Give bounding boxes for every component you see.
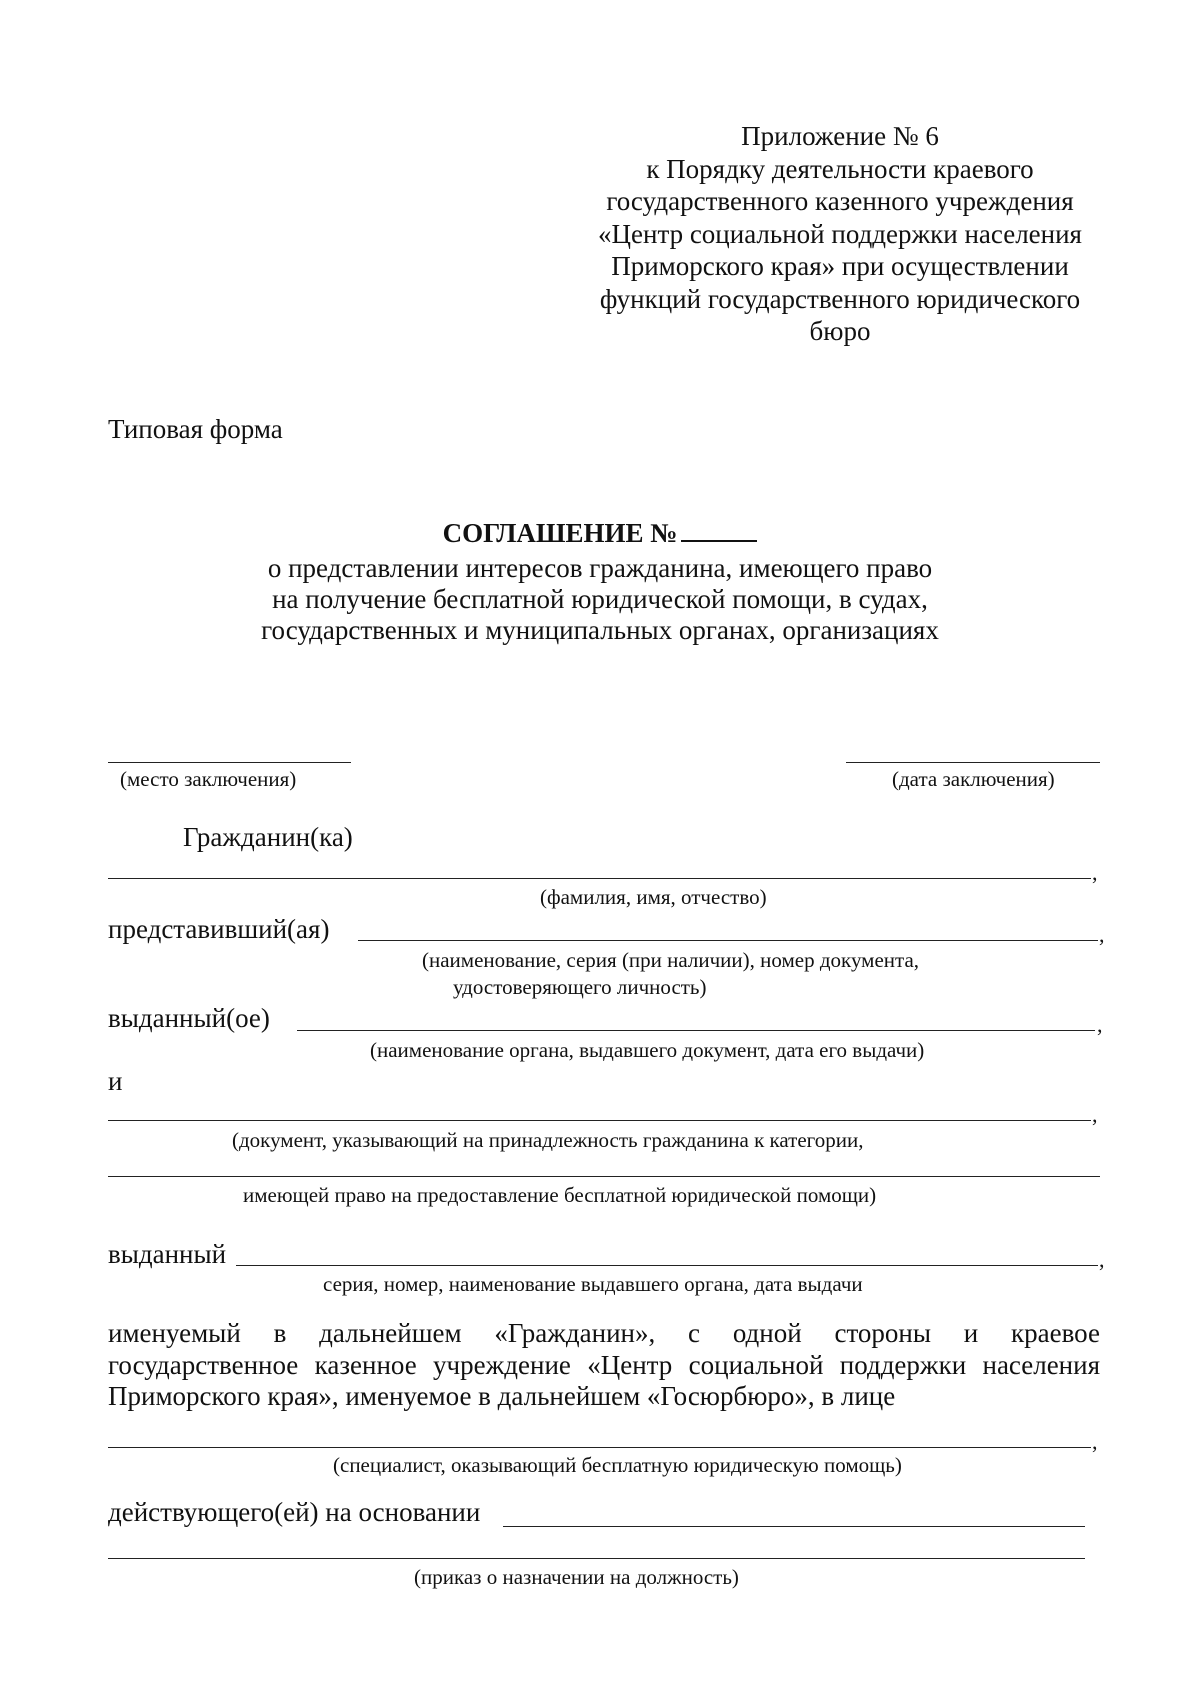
date-caption: (дата заключения) [892,767,1055,791]
and-label: и [108,1066,123,1096]
citizen-label: Гражданин(ка) [183,822,353,852]
comma: , [1097,1012,1103,1037]
issued2-field[interactable] [236,1265,1098,1266]
document-caption: удостоверяющего личность) [453,975,707,999]
document-caption: (наименование, серия (при наличии), номер документа, [422,948,920,972]
comma: , [1099,1247,1105,1272]
citizen-fio-field[interactable] [108,878,1091,879]
place-caption: (место заключения) [120,767,297,791]
presented-document-field[interactable] [358,940,1098,941]
specialist-field[interactable] [108,1447,1091,1448]
paragraph-line: государственное казенное учреждение «Центр социальной поддержки населения [108,1349,1100,1380]
agreement-subtitle [150,553,1050,646]
paragraph-line: именуемый в дальнейшем «Гражданин», с одной стороны и краевое [108,1318,1100,1348]
basis-field-2[interactable] [108,1558,1085,1559]
appendix-line: «Центр социальной поддержки населения [598,218,1082,249]
appendix-line: Приложение № 6 [741,121,939,151]
issuer-field[interactable] [297,1030,1095,1031]
specialist-caption: (специалист, оказывающий бесплатную юридическую помощь) [333,1453,902,1477]
basis-field[interactable] [503,1526,1085,1527]
subtitle-line: на получение бесплатной юридической помощи, в судах, [272,584,928,614]
category-document-field[interactable] [108,1120,1091,1121]
fio-caption: (фамилия, имя, отчество) [540,885,767,909]
form-type-label: Типовая форма [108,414,283,444]
order-caption: (приказ о назначении на должность) [414,1565,739,1589]
issued2-label: выданный [108,1239,227,1269]
presented-label: представивший(ая) [108,914,330,944]
category-caption: имеющей право на предоставление бесплатной юридической помощи) [243,1183,877,1207]
basis-label: действующего(ей) на основании [108,1497,481,1527]
agreement-number-field[interactable] [681,520,757,542]
comma: , [1092,860,1098,885]
appendix-line: Приморского края» при осуществлении [611,251,1069,281]
appendix-line: государственного казенного учреждения [606,186,1074,216]
main-paragraph [108,1318,1100,1413]
agreement-title-text: СОГЛАШЕНИЕ № [442,518,678,548]
category-document-field-2[interactable] [108,1176,1100,1177]
subtitle-line: о представлении интересов гражданина, имеющего право [267,553,933,583]
paragraph-line: Приморского края», именуемое в дальнейшем «Госюрбюро», в лице [108,1381,896,1411]
place-field[interactable] [108,762,351,763]
issued-label: выданный(ое) [108,1003,270,1033]
comma: , [1092,1429,1098,1454]
appendix-line: к Порядку деятельности краевого [646,153,1034,184]
agreement-title [150,518,1050,549]
appendix-line: функций государственного юридического [599,283,1081,314]
issuer-caption: (наименование органа, выдавшего документ, дата его выдачи) [370,1038,925,1062]
comma: , [1099,922,1105,947]
appendix-header [560,120,1120,348]
appendix-line: бюро [809,316,871,346]
category-caption: (документ, указывающий на принадлежность гражданина к категории, [232,1128,864,1152]
subtitle-line: государственных и муниципальных органах, организациях [261,615,939,645]
issued2-caption: серия, номер, наименование выдавшего органа, дата выдачи [323,1272,863,1296]
date-field[interactable] [846,762,1100,763]
comma: , [1092,1102,1098,1127]
